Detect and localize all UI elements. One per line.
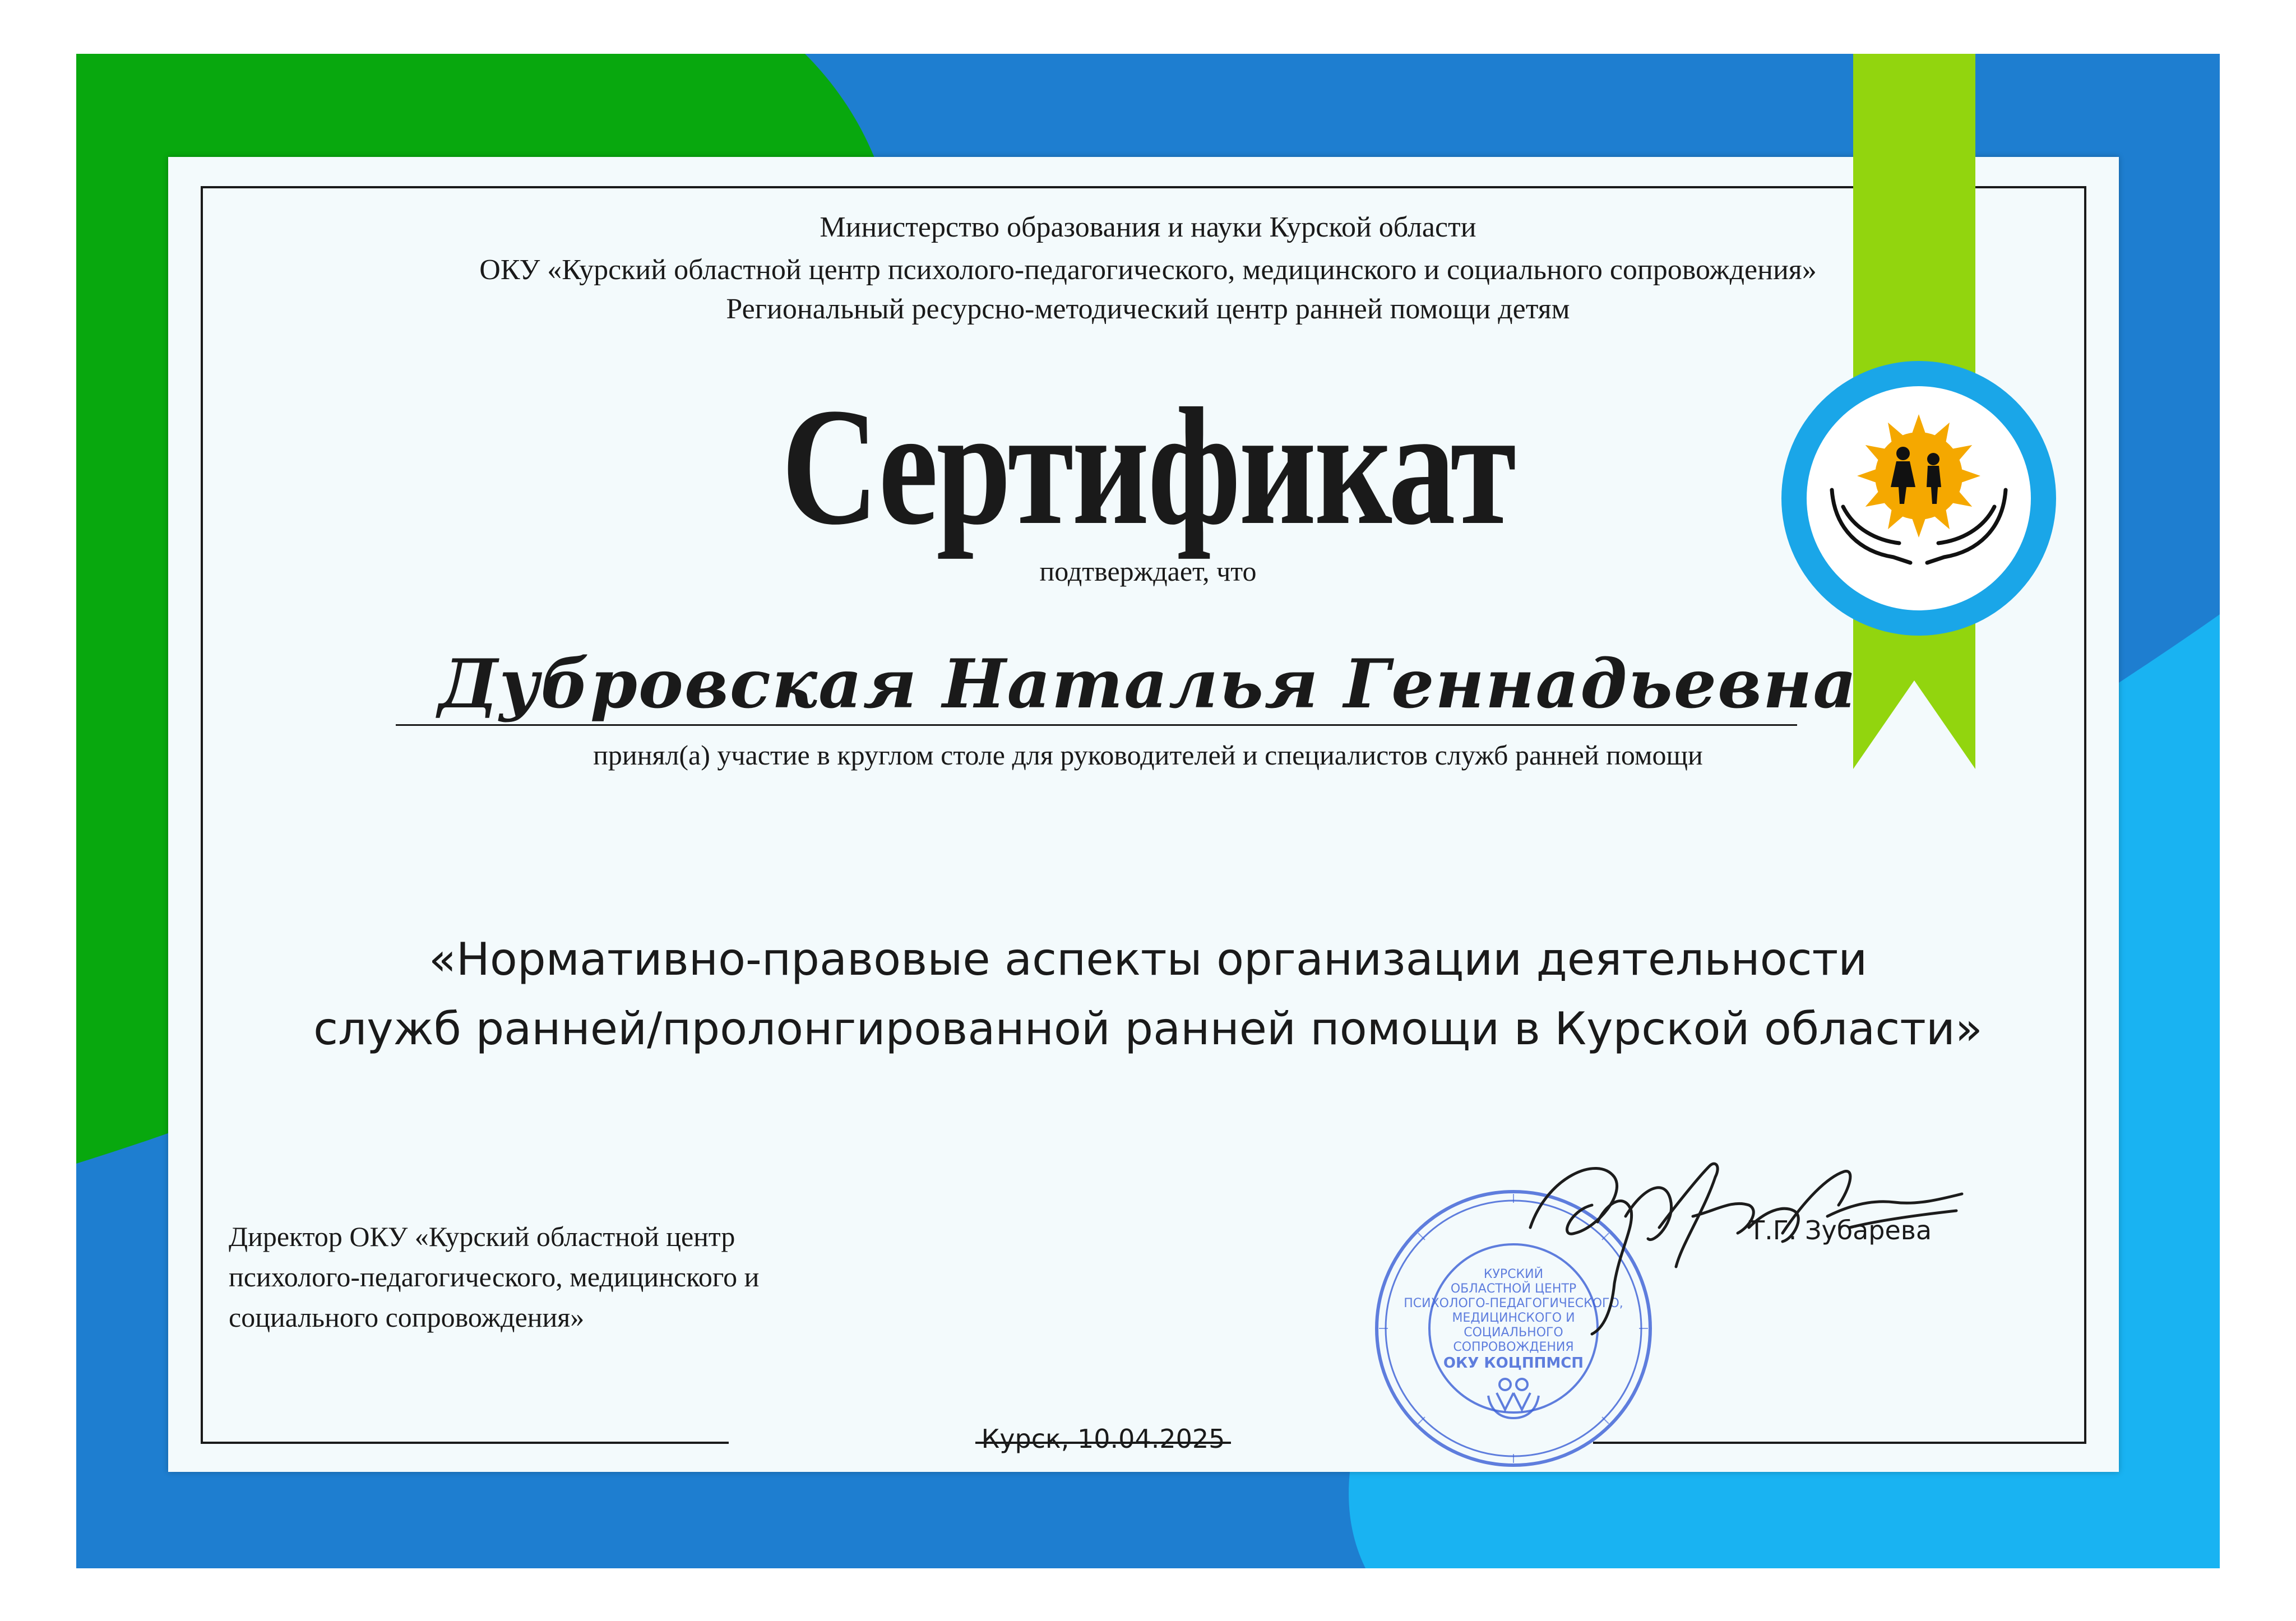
organization-line: ОКУ «Курский областной центр психолого-педагогического, медицинского и социального сопровождения» — [479, 254, 1817, 286]
director-line-1: Директор ОКУ «Курский областной центр — [229, 1221, 735, 1252]
svg-text:СОЦИАЛЬНОГО: СОЦИАЛЬНОГО — [1464, 1326, 1563, 1340]
recipient-name: Дубровская Наталья Геннадьевна — [438, 645, 1858, 724]
svg-text:ОБЛАСТНОЙ ЦЕНТР: ОБЛАСТНОЙ ЦЕНТР — [1450, 1282, 1577, 1296]
city-date: Курск, 10.04.2025 — [981, 1424, 1225, 1454]
svg-text:МЕДИЦИНСКОГО И: МЕДИЦИНСКОГО И — [1452, 1311, 1575, 1325]
signer-name: Т.Г. Зубарева — [1749, 1215, 1932, 1245]
director-line-2: психолого-педагогического, медицинского и — [229, 1261, 760, 1293]
svg-text:ОКУ КОЦППМСП: ОКУ КОЦППМСП — [1443, 1355, 1584, 1372]
svg-text:ПСИХОЛОГО-ПЕДАГОГИЧЕСКОГО,: ПСИХОЛОГО-ПЕДАГОГИЧЕСКОГО, — [1404, 1296, 1623, 1310]
director-line-3: социального сопровождения» — [229, 1302, 585, 1333]
ministry-line: Министерство образования и науки Курской области — [820, 211, 1476, 243]
center-line: Региональный ресурсно-методический центр ранней помощи детям — [726, 293, 1570, 325]
svg-text:СОПРОВОЖДЕНИЯ: СОПРОВОЖДЕНИЯ — [1453, 1340, 1574, 1354]
border-gap-left — [729, 1438, 975, 1449]
certificate-title: Сертификат — [781, 373, 1515, 559]
participation-text: принял(а) участие в круглом столе для руководителей и специалистов служб ранней помощи — [593, 739, 1703, 771]
svg-text:КУРСКИЙ: КУРСКИЙ — [1483, 1267, 1544, 1281]
topic-line-1: «Нормативно-правовые аспекты организации деятельности — [428, 933, 1868, 985]
confirms-text: подтверждает, что — [1039, 555, 1257, 587]
director-title — [229, 1216, 759, 1337]
recipient-underline — [396, 724, 1797, 726]
topic-line-2: служб ранней/пролонгированной ранней помощи в Курской области» — [313, 1003, 1983, 1055]
